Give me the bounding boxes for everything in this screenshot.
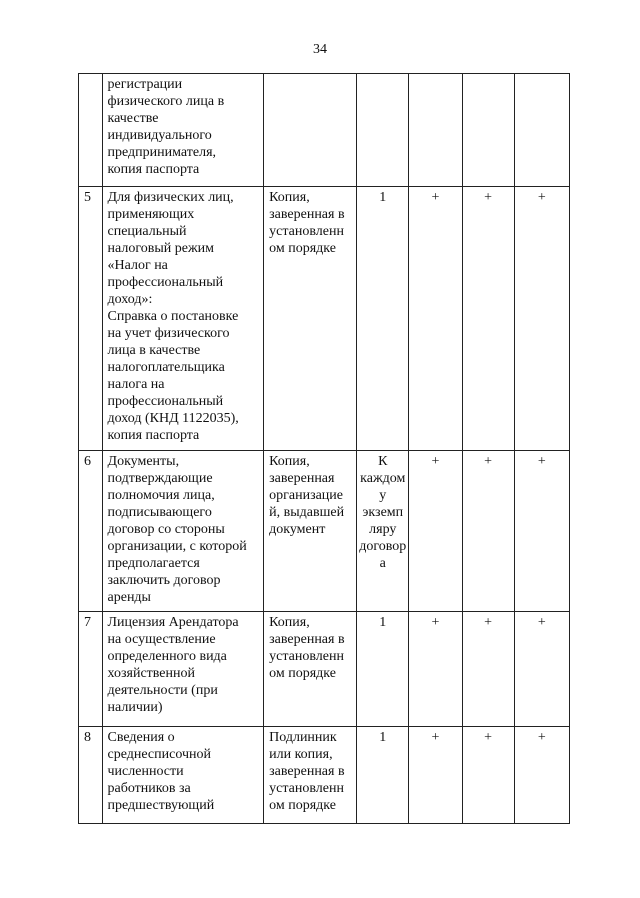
row-number: 5	[79, 187, 103, 451]
document-quantity: 1	[357, 612, 409, 727]
page-number: 34	[313, 42, 327, 57]
mark-cell-1: +	[409, 727, 462, 824]
document-form: Подлинник или копия, заверенная в установленн ом порядке	[264, 727, 357, 824]
documents-table	[78, 73, 570, 824]
document-form	[264, 74, 357, 187]
table-row	[79, 451, 570, 612]
mark-cell-3: +	[514, 727, 569, 824]
table-row	[79, 727, 570, 824]
mark-cell-2: +	[462, 727, 514, 824]
row-number: 7	[79, 612, 103, 727]
table-row	[79, 187, 570, 451]
document-name: Документы, подтверждающие полномочия лица, подписывающего договор со стороны организации, с которой предполагается заключить договор аренды	[102, 451, 264, 612]
document-quantity: 1	[357, 187, 409, 451]
mark-cell-1: +	[409, 612, 462, 727]
mark-cell-1: +	[409, 451, 462, 612]
row-number	[79, 74, 103, 187]
row-number: 6	[79, 451, 103, 612]
document-name: регистрации физического лица в качестве индивидуального предпринимателя, копия паспорта	[102, 74, 264, 187]
mark-cell-2: +	[462, 451, 514, 612]
table-row	[79, 74, 570, 187]
document-form: Копия, заверенная в установленн ом порядке	[264, 187, 357, 451]
row-number: 8	[79, 727, 103, 824]
document-form: Копия, заверенная в установленн ом порядке	[264, 612, 357, 727]
mark-cell-2: +	[462, 187, 514, 451]
mark-cell-3	[514, 74, 569, 187]
table-row	[79, 612, 570, 727]
document-name: Для физических лиц, применяющих специальный налоговый режим «Налог на профессиональный доход»: Справка о постановке на учет физического лица в качестве налогоплательщика налога на профессиональный доход (КНД 1122035), копия паспорта	[102, 187, 264, 451]
document-form: Копия, заверенная организацие й, выдавшей документ	[264, 451, 357, 612]
mark-cell-3: +	[514, 451, 569, 612]
document-quantity: 1	[357, 727, 409, 824]
mark-cell-2: +	[462, 612, 514, 727]
document-quantity	[357, 74, 409, 187]
document-quantity: К каждом у экземп ляру договор а	[357, 451, 409, 612]
mark-cell-1	[409, 74, 462, 187]
mark-cell-1: +	[409, 187, 462, 451]
mark-cell-3: +	[514, 612, 569, 727]
mark-cell-3: +	[514, 187, 569, 451]
mark-cell-2	[462, 74, 514, 187]
document-name: Сведения о среднесписочной численности работников за предшествующий	[102, 727, 264, 824]
document-name: Лицензия Арендатора на осуществление определенного вида хозяйственной деятельности (при наличии)	[102, 612, 264, 727]
